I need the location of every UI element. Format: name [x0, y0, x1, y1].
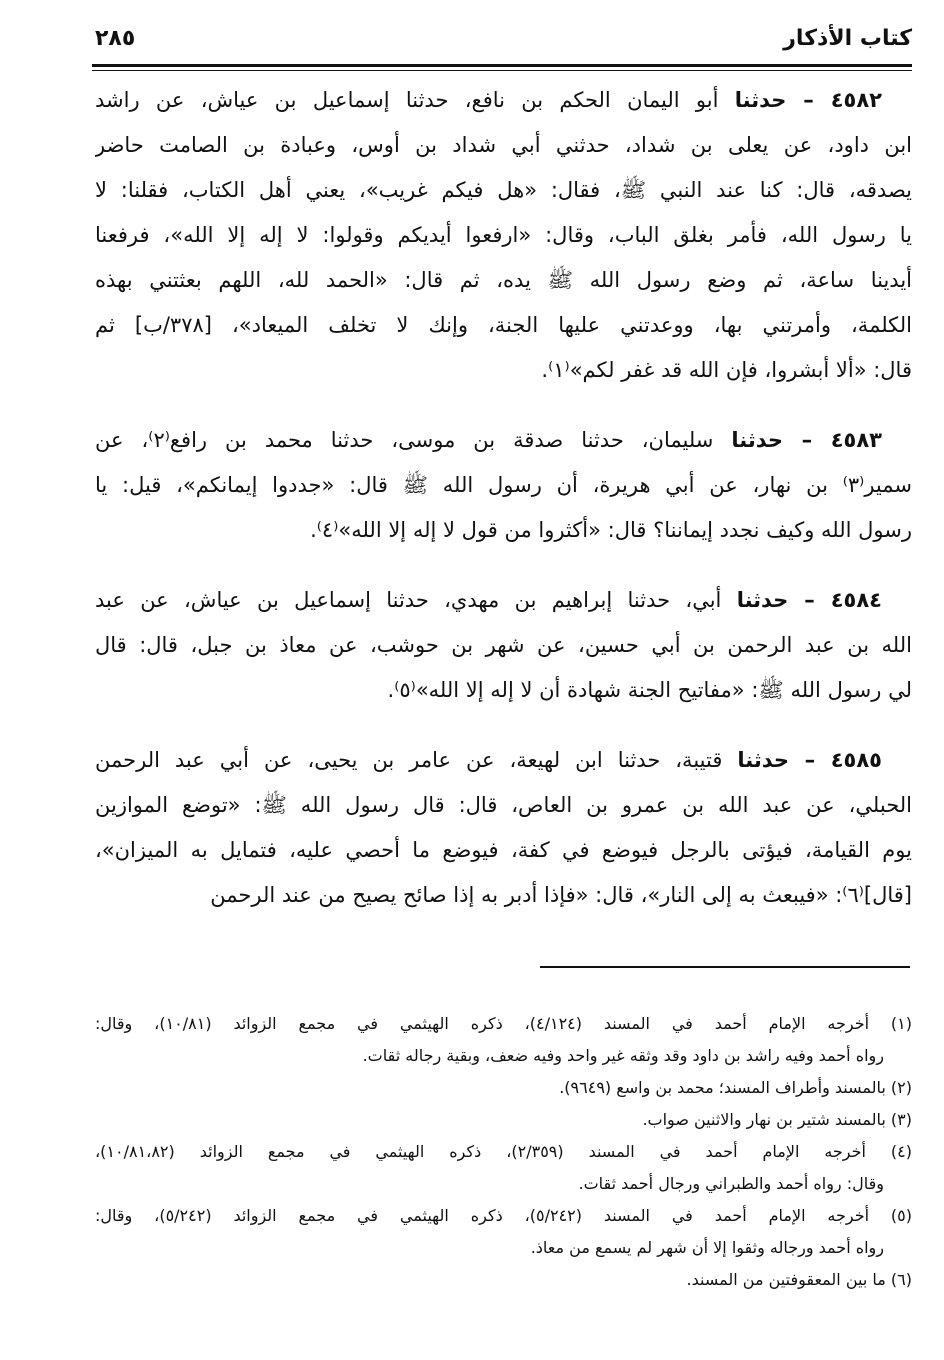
- hadith-paragraph: [95, 78, 912, 393]
- line-text: قتيبة، حدثنا ابن لهيعة، عن عامر بن يحيى، عن أبي عبد الرحمن: [95, 748, 723, 772]
- line-text: الكلمة، وأمرتني بها، ووعدتني عليها الجنة، وإنك لا تخلف الميعاد»، [٣٧٨/ب] ثم: [95, 313, 912, 337]
- line-text: الحبلي، عن عبد الله بن عمرو بن العاص، قال: قال رسول الله ﷺ: «توضع الموازين: [95, 793, 912, 817]
- running-header: [95, 22, 912, 62]
- text-line: [95, 508, 912, 553]
- footnote-line: (١) أخرجه الإمام أحمد في المسند (٤/١٢٤)، ذكره الهيثمي في مجمع الزوائد (١٠/٨١)، وقال:: [95, 1014, 912, 1033]
- text-line: [95, 783, 912, 828]
- text-line: [95, 668, 912, 713]
- text-line: [95, 348, 912, 393]
- line-text: أيدينا ساعة، ثم وضع رسول الله ﷺ يده، ثم قال: «الحمد لله، اللهم بعثتني بهذه: [95, 268, 912, 292]
- text-line: [95, 123, 912, 168]
- text-line: [95, 168, 912, 213]
- line-text: الله بن عبد الرحمن بن أبي حسين، عن شهر بن حوشب، عن معاذ بن جبل، قال: قال: [95, 633, 912, 657]
- line-text: أبي، حدثنا إبراهيم بن مهدي، حدثنا إسماعيل بن عياش، عن عبد: [95, 588, 722, 612]
- footnote-line: (٢) بالمسند وأطراف المسند؛ محمد بن واسع (٩٦٤٩).: [559, 1078, 912, 1097]
- dash: –: [786, 88, 831, 112]
- footnote-line: (٥) أخرجه الإمام أحمد في المسند (٥/٢٤٢)، ذكره الهيثمي في مجمع الزوائد (٥/٢٤٢)، وقال:: [95, 1206, 912, 1225]
- line-text: سمير⁽٣⁾ بن نهار، عن أبي هريرة، أن رسول الله ﷺ قال: «جددوا إيمانكم»، قيل: يا: [95, 473, 912, 497]
- hadith-number: ٤٥٨٥: [830, 748, 882, 772]
- line-text: [قال]⁽٦⁾: «فيبعث به إلى النار»، قال: «فإذا أدبر به إذا صائح يصيح من عند الرحمن: [210, 883, 912, 907]
- dash: –: [788, 748, 831, 772]
- page-number: ٢٨٥: [95, 26, 136, 51]
- line-text: قال: «ألا أبشروا، فإن الله قد غفر لكم»⁽١⁾.: [541, 358, 912, 382]
- text-line: [95, 828, 912, 873]
- text-line: [95, 213, 912, 258]
- lead-word: حدثنا: [731, 428, 783, 452]
- footnote-separator: [540, 966, 910, 968]
- line-text: يصدقه، قال: كنا عند النبي ﷺ، فقال: «هل فيكم غريب»، يعني أهل الكتاب، فقلنا: لا: [95, 178, 912, 202]
- footnote-line: رواه أحمد ورجاله وثقوا إلا أن شهر لم يسمع من معاذ.: [530, 1238, 884, 1257]
- footnote-line: (٦) ما بين المعقوفتين من المسند.: [686, 1270, 912, 1289]
- dash: –: [783, 428, 831, 452]
- lead-word: حدثنا: [737, 748, 789, 772]
- footnote: [95, 1008, 912, 1072]
- main-text: [95, 78, 912, 943]
- footnote-line: (٣) بالمسند شتير بن نهار والاثنين صواب.: [642, 1110, 912, 1129]
- footnote: [95, 1200, 912, 1264]
- line-text: ابن داود، عن يعلى بن شداد، حدثني أبي شداد بن أوس، وعبادة بن الصامت حاضر: [95, 133, 912, 157]
- line-text: سليمان، حدثنا صدقة بن موسى، حدثنا محمد بن رافع⁽٢⁾، عن: [95, 428, 714, 452]
- text-line: [95, 623, 912, 668]
- hadith-number: ٤٥٨٤: [830, 588, 882, 612]
- footnote: [95, 1264, 912, 1296]
- text-line: [95, 463, 912, 508]
- lead-word: حدثنا: [736, 588, 789, 612]
- line-text: يوم القيامة، فيؤتى بالرجل فيوضع في كفة، فيوضع ما أحصي عليه، فتمايل به الميزان»،: [95, 838, 912, 862]
- text-line: [95, 78, 912, 123]
- hadith-paragraph: [95, 578, 912, 713]
- footnote: [95, 1104, 912, 1136]
- line-text: لي رسول الله ﷺ: «مفاتيح الجنة شهادة أن لا إله إلا الله»⁽٥⁾.: [387, 678, 912, 702]
- text-line: [95, 578, 912, 623]
- line-text: يا رسول الله، فأمر بغلق الباب، وقال: «ارفعوا أيديكم وقولوا: لا إله إلا الله»، فرفعنا: [95, 223, 912, 247]
- line-text: أبو اليمان الحكم بن نافع، حدثنا إسماعيل بن عياش، عن راشد: [95, 88, 719, 112]
- hadith-number: ٤٥٨٢: [830, 88, 883, 112]
- text-line: [95, 873, 912, 918]
- text-line: [95, 303, 912, 348]
- lead-word: حدثنا: [734, 88, 787, 112]
- line-text: رسول الله وكيف نجدد إيماننا؟ قال: «أكثروا من قول لا إله إلا الله»⁽٤⁾.: [310, 518, 912, 542]
- book-title: كتاب الأذكار: [783, 26, 912, 51]
- text-line: [95, 418, 912, 463]
- hadith-number: ٤٥٨٣: [830, 428, 882, 452]
- footnotes: [95, 1008, 912, 1296]
- footnote: [95, 1136, 912, 1200]
- header-rule: [92, 64, 912, 71]
- footnote-line: (٤) أخرجه الإمام أحمد في المسند (٢/٣٥٩)، ذكره الهيثمي في مجمع الزوائد (١٠/٨١،٨٢)،: [95, 1142, 912, 1161]
- dash: –: [788, 588, 831, 612]
- footnote: [95, 1072, 912, 1104]
- text-line: [95, 738, 912, 783]
- footnote-line: وقال: رواه أحمد والطبراني ورجال أحمد ثقات.: [578, 1174, 884, 1193]
- footnote-line: رواه أحمد وفيه راشد بن داود وقد وثقه غير واحد وفيه ضعف، وبقية رجاله ثقات.: [362, 1046, 884, 1065]
- hadith-paragraph: [95, 418, 912, 553]
- hadith-paragraph: [95, 738, 912, 918]
- text-line: [95, 258, 912, 303]
